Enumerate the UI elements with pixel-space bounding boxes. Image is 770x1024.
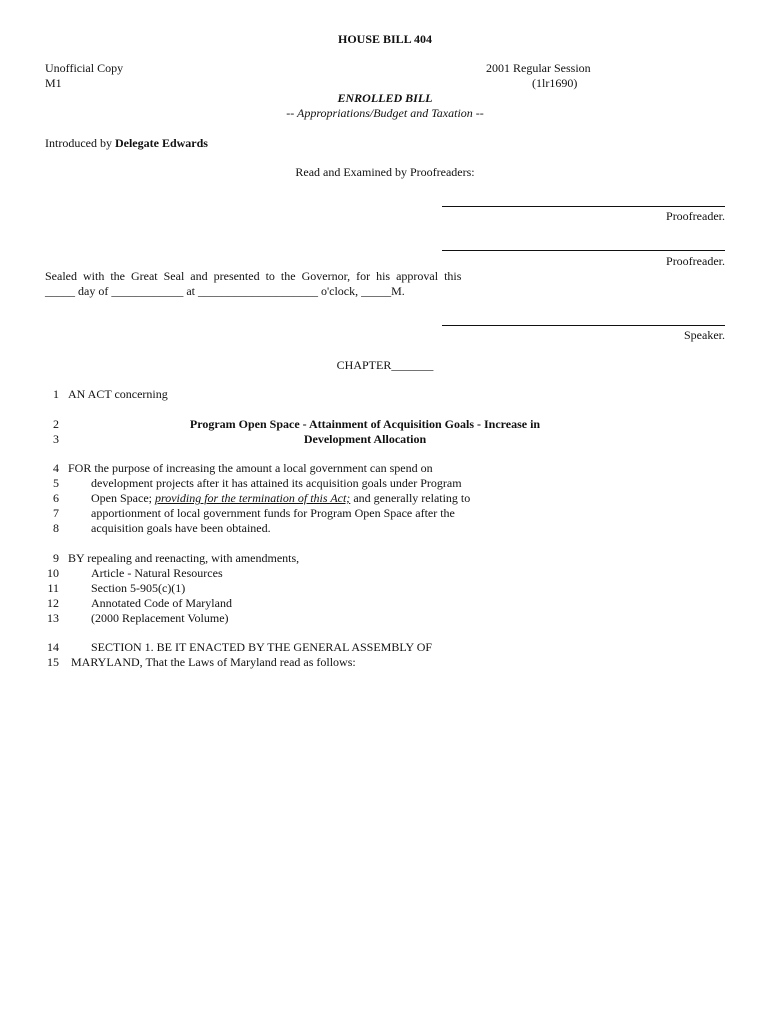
enacting-clause-line: MARYLAND, That the Laws of Maryland read as follows: — [71, 655, 356, 669]
seal-line-2: _____ day of ____________ at ____________________ o'clock, _____M. — [45, 284, 405, 298]
proofreader-label-1: Proofreader. — [666, 209, 725, 223]
speaker-signature-line — [442, 325, 725, 326]
line-number: 11 — [47, 581, 59, 595]
line-number: 8 — [53, 521, 59, 535]
line-number: 12 — [47, 596, 59, 610]
line-number: 5 — [53, 476, 59, 490]
bill-title: HOUSE BILL 404 — [337, 32, 433, 46]
purpose-text: and generally relating to — [350, 491, 471, 505]
line-number: 1 — [53, 387, 59, 401]
enacting-clause-line: SECTION 1. BE IT ENACTED BY THE GENERAL ASSEMBLY OF — [91, 640, 433, 654]
chapter-label: CHAPTER_______ — [336, 358, 434, 372]
repeal-line: Article - Natural Resources — [91, 566, 223, 580]
purpose-line: development projects after it has attained its acquisition goals under Program — [91, 476, 462, 490]
session-label: 2001 Regular Session — [486, 61, 591, 75]
purpose-line: FOR the purpose of increasing the amount a local government can spend on — [68, 461, 433, 475]
proofreader-signature-line-1 — [442, 206, 725, 207]
sponsor-prefix: Introduced by — [45, 136, 112, 150]
unofficial-copy-label: Unofficial Copy — [45, 61, 124, 75]
purpose-line-amended — [91, 491, 470, 506]
enrolled-bill-label: ENROLLED BILL — [337, 91, 433, 105]
purpose-line: acquisition goals have been obtained. — [91, 521, 271, 535]
line-number: 15 — [47, 655, 59, 669]
line-number: 2 — [53, 417, 59, 431]
act-title-line-2: Development Allocation — [303, 432, 427, 446]
repeal-line: BY repealing and reenacting, with amendments, — [68, 551, 300, 565]
line-number: 3 — [53, 432, 59, 446]
proofreaders-heading: Read and Examined by Proofreaders: — [295, 165, 475, 179]
subject-code: M1 — [45, 76, 62, 90]
sponsor-line — [45, 136, 208, 151]
line-number: 14 — [47, 640, 59, 654]
proofreader-label-2: Proofreader. — [666, 254, 725, 268]
line-number: 9 — [53, 551, 59, 565]
line-number: 10 — [47, 566, 59, 580]
line-number: 6 — [53, 491, 59, 505]
purpose-text: Open Space; — [91, 491, 155, 505]
line-number: 13 — [47, 611, 59, 625]
purpose-line: apportionment of local government funds for Program Open Space after the — [91, 506, 455, 520]
line-number: 4 — [53, 461, 59, 475]
line-number: 7 — [53, 506, 59, 520]
repeal-line: (2000 Replacement Volume) — [91, 611, 229, 625]
amendment-inserted-text: providing for the termination of this Act; — [154, 491, 351, 505]
repeal-line: Section 5-905(c)(1) — [91, 581, 186, 595]
proofreader-signature-line-2 — [442, 250, 725, 251]
act-title-line-1: Program Open Space - Attainment of Acquisition Goals - Increase in — [189, 417, 541, 431]
seal-line-1: Sealed with the Great Seal and presented to the Governor, for his approval this — [45, 269, 462, 283]
act-concerning: AN ACT concerning — [68, 387, 168, 401]
committee-label: -- Appropriations/Budget and Taxation -- — [286, 106, 484, 120]
sponsor-name: Delegate Edwards — [114, 136, 208, 150]
document-number: (1lr1690) — [532, 76, 578, 90]
speaker-label: Speaker. — [684, 328, 725, 342]
repeal-line: Annotated Code of Maryland — [91, 596, 232, 610]
